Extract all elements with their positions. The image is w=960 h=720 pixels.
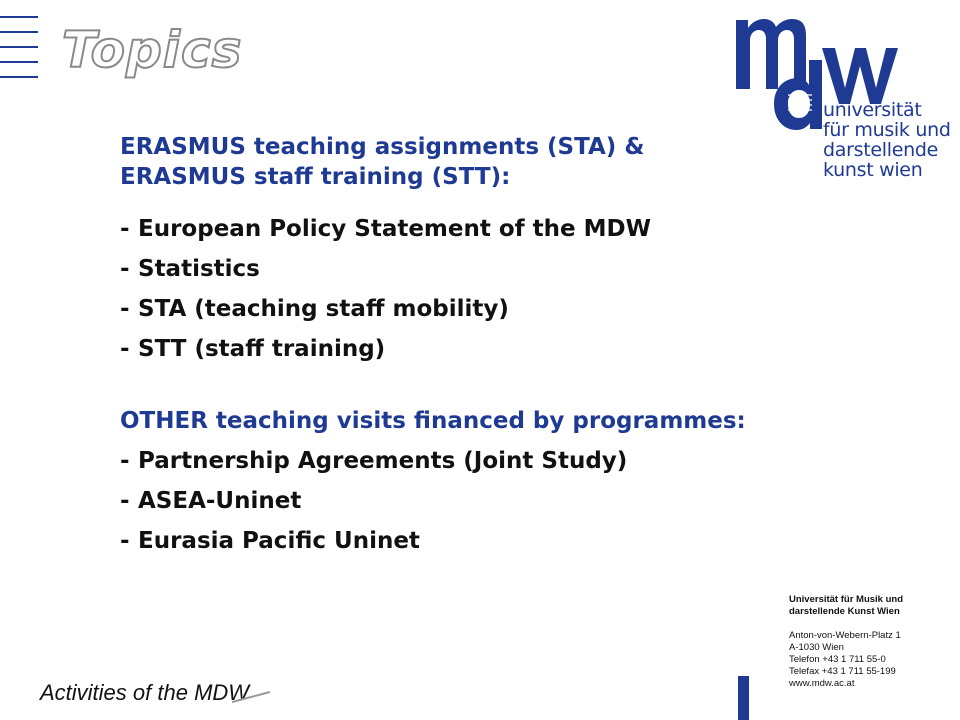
- list-item-text: Partnership Agreements (Joint Study): [138, 448, 628, 474]
- section1-heading-line2: ERASMUS staff training (STT):: [120, 164, 511, 190]
- logo-line: darstellende: [823, 139, 938, 161]
- list-item-text: STT (staff training): [138, 336, 386, 362]
- slide-title: Topics: [62, 21, 243, 79]
- footer-caption: Activities of the MDW: [40, 680, 250, 705]
- section1-heading: [120, 132, 860, 192]
- list-item: - European Policy Statement of the MDW: [120, 216, 652, 242]
- list-item-text: Statistics: [138, 256, 260, 282]
- address-street: Anton-von-Webern-Platz 1: [789, 630, 901, 641]
- logo-line: kunst wien: [823, 159, 923, 181]
- address-fax: Telefax +43 1 711 55-199: [789, 666, 896, 677]
- list-item-text: STA (teaching staff mobility): [138, 296, 509, 322]
- address-phone: Telefon +43 1 711 55-0: [789, 654, 886, 665]
- logo-line: universität: [823, 99, 922, 121]
- section1-heading-line1: ERASMUS teaching assignments (STA) &: [120, 134, 645, 160]
- list-item: - Eurasia Pacific Uninet: [120, 528, 420, 554]
- list-item: - STA (teaching staff mobility): [120, 296, 509, 322]
- institution-name: darstellende Kunst Wien: [789, 606, 900, 617]
- decorative-bar: [738, 676, 749, 720]
- list-item-text: ASEA-Uninet: [138, 488, 302, 514]
- institution-name: Universität für Musik und: [789, 594, 904, 605]
- section2-heading: OTHER teaching visits financed by programmes:: [120, 408, 746, 434]
- list-item: - STT (staff training): [120, 336, 386, 362]
- address-block: [789, 594, 959, 690]
- list-item: - Statistics: [120, 256, 260, 282]
- address-web: www.mdw.ac.at: [789, 678, 855, 689]
- list-item: - Partnership Agreements (Joint Study): [120, 448, 628, 474]
- logo-line: für musik und: [823, 119, 951, 141]
- address-city: A-1030 Wien: [789, 642, 844, 653]
- footer-swoosh: [232, 690, 272, 704]
- decorative-stripes: [0, 16, 40, 91]
- slide-content: [120, 132, 860, 556]
- list-item-text: Eurasia Pacific Uninet: [138, 528, 420, 554]
- list-item-text: European Policy Statement of the MDW: [138, 216, 652, 242]
- list-item: - ASEA-Uninet: [120, 488, 302, 514]
